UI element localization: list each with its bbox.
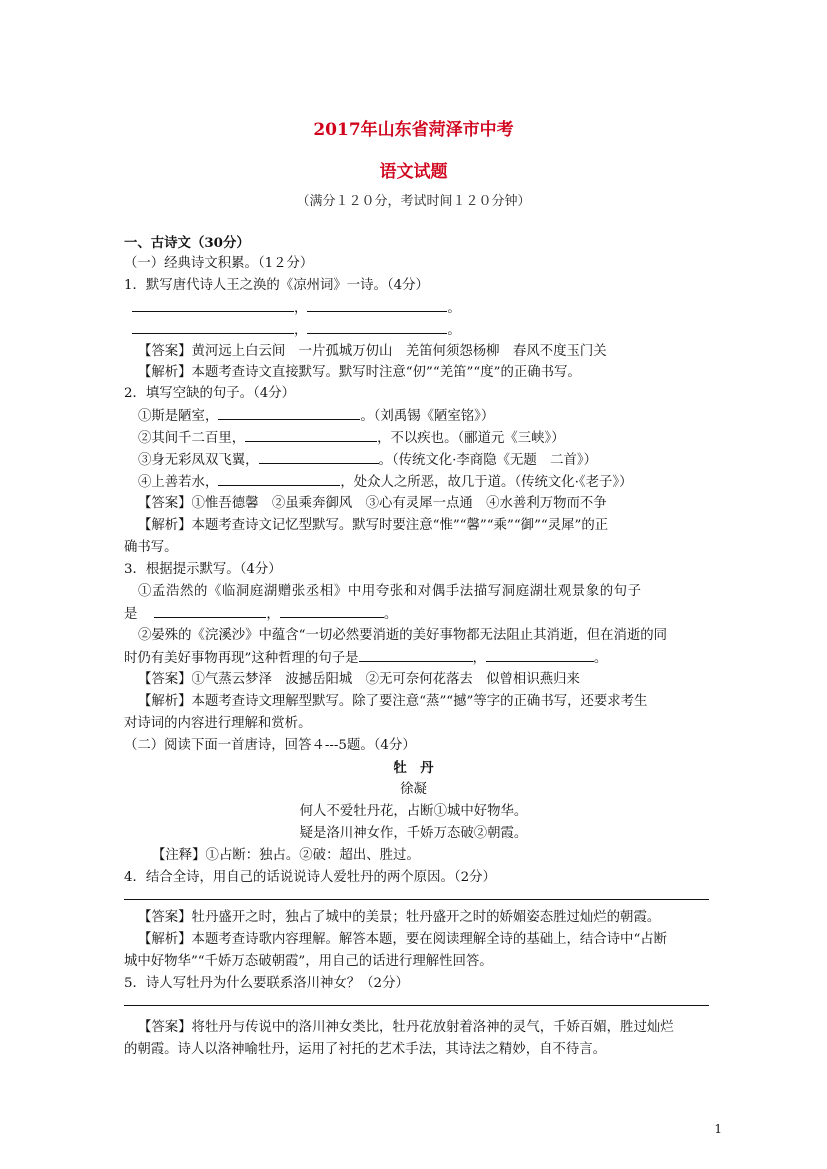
exam-note: （满分１２０分，考试时间１２０分钟） bbox=[296, 194, 531, 209]
item-text: ④上善若水， bbox=[138, 475, 219, 490]
answer-blank[interactable] bbox=[307, 320, 447, 334]
answer-blank[interactable] bbox=[154, 604, 266, 618]
question-3-analysis: 【解析】本题考查诗文理解型默写。除了要注意“蒸”“撼”等字的正确书写，还要求考生 bbox=[138, 694, 648, 709]
question-4-analysis-cont: 城中好物华”“千娇万态破朝霞”，用自己的话进行理解性回答。 bbox=[124, 954, 493, 969]
question-3-analysis-cont: 对诗词的内容进行理解和赏析。 bbox=[124, 716, 312, 731]
item-text: ②其间千二百里， bbox=[138, 431, 246, 446]
answer-blank[interactable] bbox=[245, 428, 377, 442]
question-1-analysis: 【解析】本题考查诗文直接默写。默写时注意“仞”“羌笛”“度”的正确书写。 bbox=[138, 365, 581, 380]
question-1-answer: 【答案】黄河远上白云间 一片孤城万仞山 羌笛何须怨杨柳 春风不度玉门关 bbox=[138, 344, 607, 359]
question-1-stem: 1．默写唐代诗人王之涣的《凉州词》一诗。（4分） bbox=[124, 278, 429, 293]
part-one-heading: （一）经典诗文积累。（1２分） bbox=[124, 256, 314, 271]
question-4-analysis: 【解析】本题考查诗歌内容理解。解答本题，要在阅读理解全诗的基础上，结合诗中“占断 bbox=[138, 932, 668, 947]
item-text: 时仍有美好事物再现”这种哲理的句子是 bbox=[124, 651, 359, 666]
part-two-heading: （二）阅读下面一首唐诗，回答４---5题。（4分） bbox=[124, 738, 416, 753]
question-2-analysis-cont: 确书写。 bbox=[124, 540, 178, 555]
question-2-answer: 【答案】①惟吾德馨 ②虽乘奔御风 ③心有灵犀一点通 ④水善利万物而不争 bbox=[138, 496, 607, 511]
answer-blank[interactable] bbox=[486, 648, 594, 662]
exam-title: 2017年山东省菏泽市中考 bbox=[313, 120, 514, 140]
question-4-answer: 【答案】牡丹盛开之时，独占了城中的美景；牡丹盛开之时的娇媚姿态胜过灿烂的朝霞。 bbox=[138, 910, 661, 925]
answer-blank[interactable] bbox=[259, 450, 379, 464]
poem-line-2: 疑是洛川神女作，千娇万态破②朝霞。 bbox=[299, 826, 528, 841]
question-2-analysis: 【解析】本题考查诗文记忆型默写。默写时要注意“惟”“馨”“乘”“御”“灵犀”的正 bbox=[138, 518, 609, 533]
item-text: 。（刘禹锡《陋室铭》） bbox=[360, 409, 495, 424]
answer-blank[interactable] bbox=[218, 406, 360, 420]
question-3-item-1: ①孟浩然的《临洞庭湖赠张丞相》中用夸张和对偶手法描写洞庭湖壮观景象的句子 bbox=[138, 584, 642, 599]
question-3-item-1-blanks: 是 ， 。 bbox=[124, 604, 397, 625]
question-2-item-1 bbox=[138, 406, 494, 427]
question-3-item-2-blanks: 时仍有美好事物再现”这种哲理的句子是 ， 。 bbox=[124, 648, 607, 669]
question-5-answer-cont: 的朝霞。诗人以洛神喻牡丹，运用了衬托的艺术手法，其诗法之精妙，自不待言。 bbox=[124, 1042, 607, 1057]
answer-blank[interactable] bbox=[218, 472, 340, 486]
question-4-stem: 4．结合全诗，用自己的话说说诗人爱牡丹的两个原因。（2分） bbox=[124, 870, 496, 885]
answer-blank[interactable] bbox=[280, 604, 384, 618]
item-text: ，处众人之所恶，故几于道。（传统文化·《老子》） bbox=[340, 475, 633, 490]
answer-line[interactable] bbox=[124, 899, 709, 900]
answer-line[interactable] bbox=[124, 1005, 709, 1006]
question-2-item-2 bbox=[138, 428, 565, 449]
question-3-stem: 3．根据提示默写。（4分） bbox=[124, 562, 282, 577]
answer-blank[interactable] bbox=[359, 648, 473, 662]
poem-line-1: 何人不爱牡丹花，占断①城中好物华。 bbox=[299, 804, 528, 819]
answer-blank[interactable] bbox=[307, 298, 447, 312]
question-2-item-4 bbox=[138, 472, 632, 493]
question-5-answer: 【答案】将牡丹与传说中的洛川神女类比，牡丹花放射着洛神的灵气，千娇百媚，胜过灿烂 bbox=[138, 1020, 674, 1035]
answer-blank[interactable] bbox=[132, 298, 294, 312]
question-2-item-3 bbox=[138, 450, 597, 471]
item-text: ，不以疾也。（郦道元《三峡》） bbox=[377, 431, 565, 446]
poem-notes: 【注释】①占断：独占。②破：超出、胜过。 bbox=[152, 848, 420, 863]
question-3-answer: 【答案】①气蒸云梦泽 波撼岳阳城 ②无可奈何花落去 似曾相识燕归来 bbox=[138, 672, 580, 687]
question-1-blanks-row-2: ， 。 bbox=[132, 320, 461, 341]
question-3-item-2: ②晏殊的《浣溪沙》中蕴含“一切必然要消逝的美好事物都无法阻止其消逝，但在消逝的同 bbox=[138, 628, 668, 643]
exam-subtitle: 语文试题 bbox=[379, 162, 448, 182]
item-text: ①斯是陋室， bbox=[138, 409, 219, 424]
answer-blank[interactable] bbox=[132, 320, 294, 334]
poem-title: 牡 丹 bbox=[393, 760, 434, 776]
question-1-blanks-row-1: ， 。 bbox=[132, 298, 461, 319]
item-text: 。（传统文化·李商隐《无题 二首》） bbox=[378, 453, 598, 468]
item-text: 是 bbox=[124, 607, 138, 622]
page-number: 1 bbox=[714, 1122, 722, 1136]
poem-author: 徐凝 bbox=[400, 782, 427, 797]
section-heading: 一、古诗文（30分） bbox=[124, 235, 250, 251]
question-2-stem: 2．填写空缺的句子。（4分） bbox=[124, 386, 296, 401]
question-5-stem: 5．诗人写牡丹为什么要联系洛川神女？（2分） bbox=[124, 976, 409, 991]
item-text: ③身无彩凤双飞翼， bbox=[138, 453, 259, 468]
